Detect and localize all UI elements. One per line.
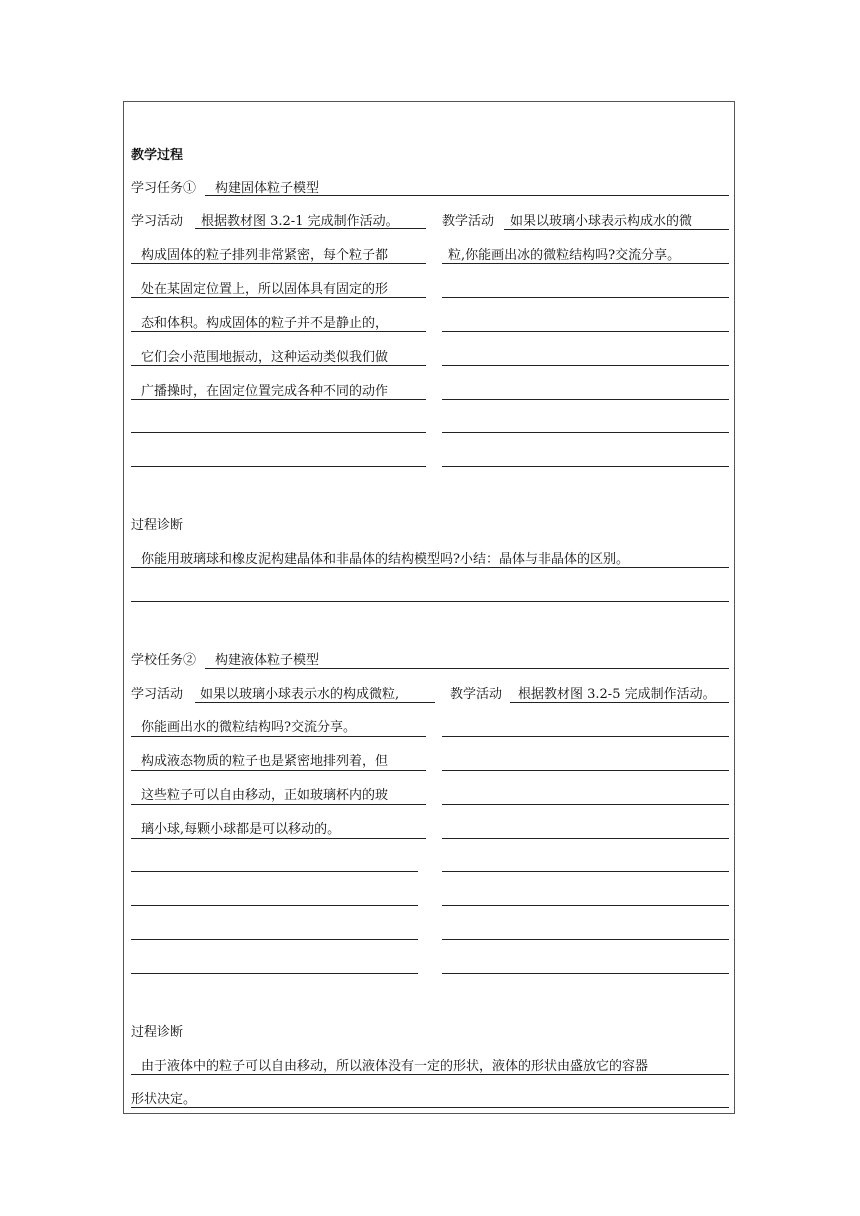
task1-right-blank-4	[442, 399, 729, 400]
task1-right-label: 教学活动	[442, 214, 495, 229]
task2-left-blank-1	[131, 871, 418, 872]
task1-right-line-1: 粒,你能画出冰的微粒结构吗?交流分享。	[448, 248, 681, 263]
task1-left-underline-1	[131, 263, 426, 264]
task2-right-blank-3	[442, 804, 729, 805]
diag2-underline-1	[131, 1074, 729, 1075]
task1-left-underline-5	[131, 399, 426, 400]
task1-left-underline-4	[131, 365, 426, 366]
task1-left-underline-3	[131, 331, 426, 332]
section-heading: 教学过程	[131, 148, 184, 163]
diag1-underline-1	[131, 567, 729, 568]
task1-right-underline-1	[442, 263, 729, 264]
task1-left-line-2: 处在某固定位置上，所以固体具有固定的形	[141, 282, 389, 297]
task2-right-blank-4	[442, 838, 729, 839]
task1-left-blank-1	[131, 432, 426, 433]
diag1-underline-2	[131, 601, 729, 602]
task2-left-line-1: 你能画出水的微粒结构吗?交流分享。	[141, 720, 356, 735]
task1-left-line-3: 态和体积。构成固体的粒子并不是静止的，	[141, 316, 389, 331]
task2-left-line-3: 这些粒子可以自由移动，正如玻璃杯内的玻	[141, 788, 389, 803]
diag2-line-1: 由于液体中的粒子可以自由移动，所以液体没有一定的形状，液体的形状由盛放它的容器	[141, 1059, 649, 1074]
diag1-label: 过程诊断	[131, 518, 184, 533]
task2-left-underline-3	[131, 804, 426, 805]
task1-right-blank-2	[442, 331, 729, 332]
task2-left-blank-4	[131, 973, 418, 974]
task1-left-underline-2	[131, 297, 426, 298]
task1-right-title: 如果以玻璃小球表示构成水的微	[510, 214, 693, 229]
task1-left-line-5: 广播操时，在固定位置完成各种不同的动作	[141, 384, 389, 399]
task2-left-underline-2	[131, 770, 426, 771]
task2-right-label: 教学活动	[450, 687, 503, 702]
task1-right-blank-5	[442, 432, 729, 433]
task2-right-blank-8	[442, 973, 729, 974]
task1-underline	[205, 195, 729, 196]
task1-right-blank-3	[442, 365, 729, 366]
task2-left-blank-2	[131, 905, 418, 906]
task2-right-blank-6	[442, 905, 729, 906]
task1-left-blank-2	[131, 466, 426, 467]
task2-left-blank-3	[131, 939, 418, 940]
task1-label: 学习任务①	[131, 181, 197, 196]
task2-left-title-underline	[195, 702, 435, 703]
task1-left-line-4: 它们会小范围地振动，这种运动类似我们做	[141, 350, 389, 365]
task2-left-underline-1	[131, 736, 426, 737]
task2-right-title-underline	[510, 702, 729, 703]
task1-right-blank-6	[442, 466, 729, 467]
task2-left-underline-4	[131, 838, 426, 839]
task1-left-line-1: 构成固体的粒子排列非常紧密，每个粒子都	[141, 248, 389, 263]
task2-right-blank-5	[442, 871, 729, 872]
task1-right-blank-1	[442, 297, 729, 298]
task2-left-title: 如果以玻璃小球表示水的构成微粒,	[200, 687, 400, 702]
task1-left-title-underline	[195, 228, 426, 229]
task1-left-title: 根据教材图 3.2-1 完成制作活动。	[201, 214, 399, 229]
task2-right-blank-2	[442, 770, 729, 771]
task2-title: 构建液体粒子模型	[215, 653, 320, 668]
task2-left-line-2: 构成液态物质的粒子也是紧密地排列着，但	[141, 754, 389, 769]
task2-right-blank-1	[442, 736, 729, 737]
task2-label: 学校任务②	[131, 653, 197, 668]
diag2-underline-2	[131, 1107, 729, 1108]
task2-underline	[205, 668, 729, 669]
task2-right-title: 根据教材图 3.2-5 完成制作活动。	[518, 687, 716, 702]
diag2-label: 过程诊断	[131, 1025, 184, 1040]
task1-left-label: 学习活动	[131, 214, 184, 229]
task2-right-blank-7	[442, 939, 729, 940]
task2-left-line-4: 璃小球,每颗小球都是可以移动的。	[141, 822, 341, 837]
task1-title: 构建固体粒子模型	[215, 181, 320, 196]
task1-right-title-underline	[504, 229, 729, 230]
diag1-line: 你能用玻璃球和橡皮泥构建晶体和非晶体的结构模型吗?小结：晶体与非晶体的区别。	[141, 552, 629, 567]
task2-left-label: 学习活动	[131, 687, 184, 702]
diag2-line-2: 形状决定。	[131, 1092, 197, 1107]
